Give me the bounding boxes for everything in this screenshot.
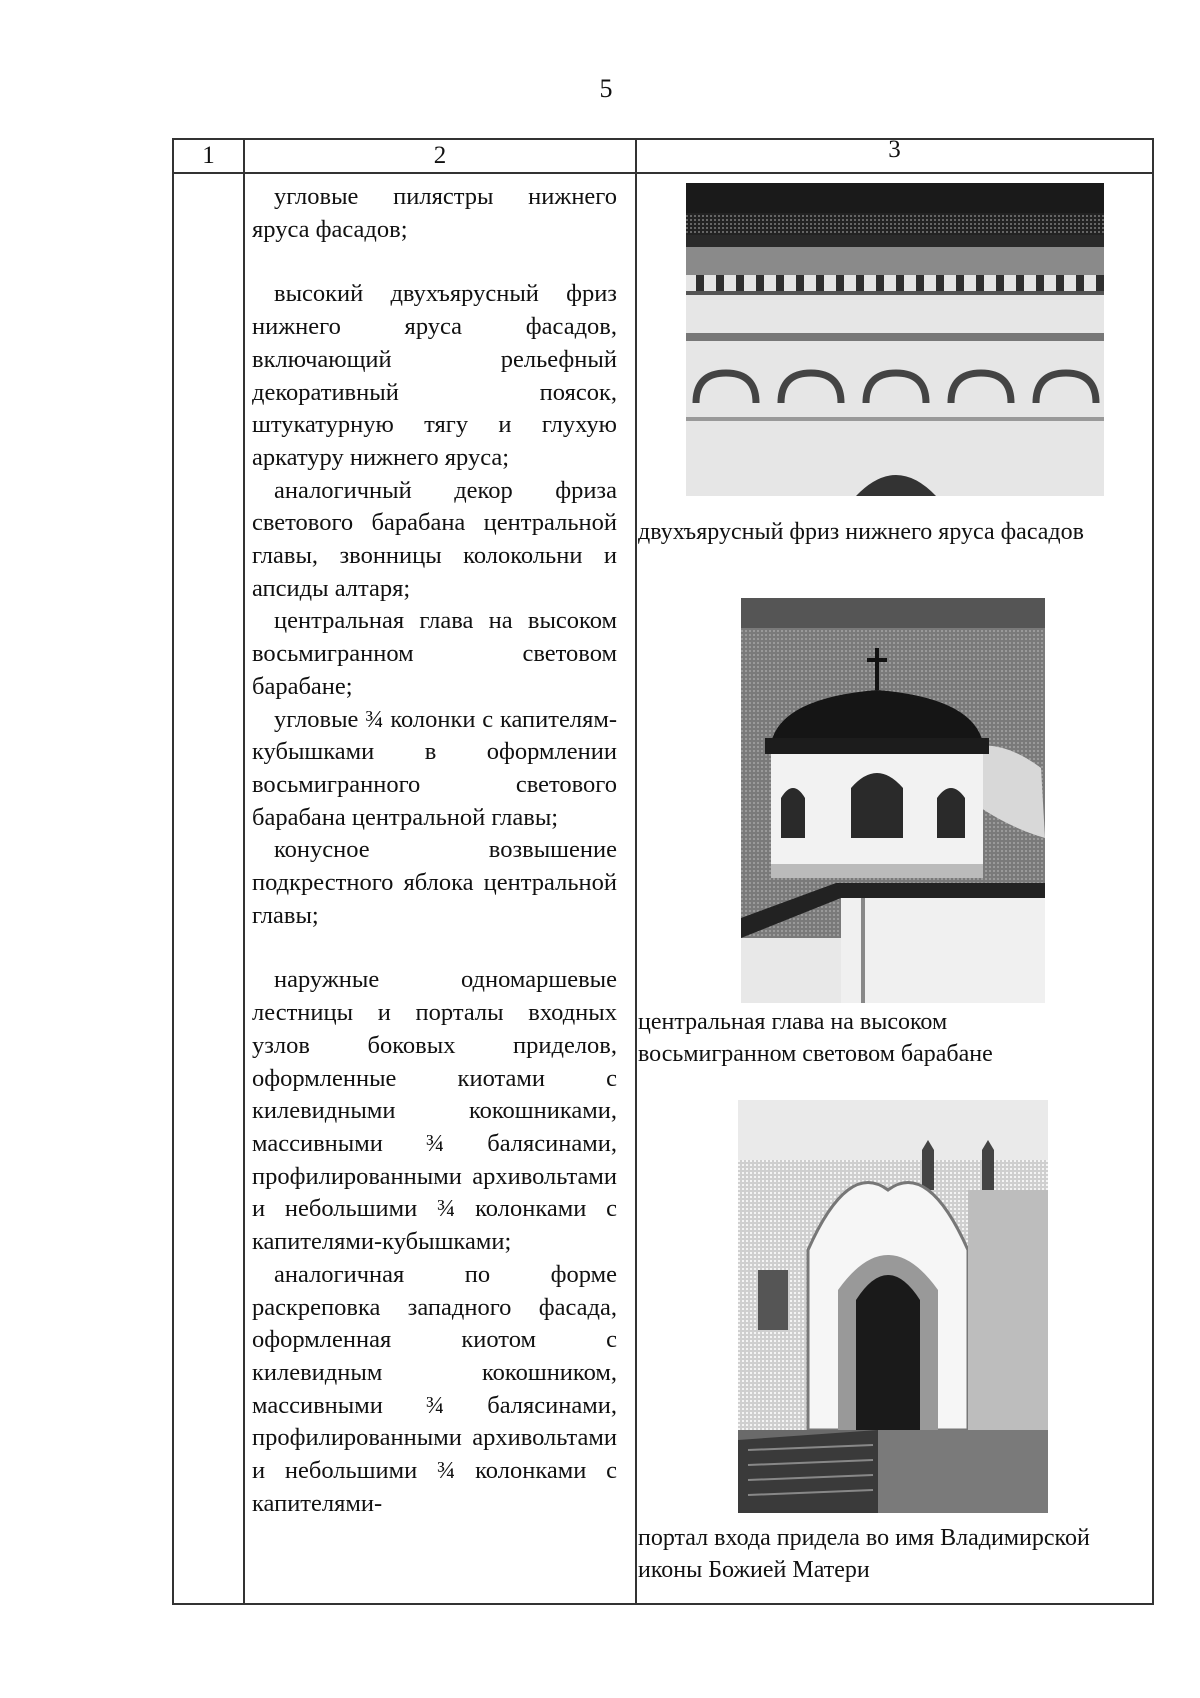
feature-paragraph: угловые ¾ колонки с капителям-кубышками в оформлении восьмигранного светового барабана центральной главы; — [252, 705, 617, 831]
feature-paragraph: высокий двухъярусный фриз нижнего яруса фасадов, включающий рельефный декоративный поясок, штукатурную тягу и глухую аркатуру нижнего яруса; — [252, 280, 617, 471]
description-text — [252, 181, 617, 1520]
header-col-1: 1 — [202, 142, 215, 169]
table-bottom-border — [172, 1603, 1154, 1605]
dome-photo — [741, 598, 1045, 1003]
table-col-divider-2 — [635, 138, 637, 1605]
feature-paragraph: аналогичный декор фриза светового барабана центральной главы, звонницы колокольни и апсиды алтаря; — [252, 476, 617, 602]
page-number: 5 — [599, 74, 613, 103]
portal-photo — [738, 1100, 1048, 1513]
header-col-3: 3 — [888, 136, 901, 163]
photo-caption: центральная глава на высоком восьмигранном световом барабане — [638, 1009, 993, 1067]
photo-caption: портал входа придела во имя Владимирской иконы Божией Матери — [638, 1525, 1090, 1583]
frieze-photo — [686, 183, 1104, 496]
feature-paragraph: наружные одномаршевые лестницы и порталы входных узлов боковых приделов, оформленные киотами с килевидными кокошниками, массивными ¾ балясинами, профилированными архивольтами и небольшими ¾ колонками с капителями-кубышками; — [252, 966, 617, 1256]
feature-paragraph: центральная глава на высоком восьмигранном световом барабане; — [252, 607, 617, 700]
feature-paragraph: угловые пилястры нижнего яруса фасадов; — [252, 183, 617, 243]
feature-paragraph: аналогичная по форме раскреповка западного фасада, оформленная киотом с килевидным кокошником, массивными ¾ балясинами, профилированными архивольтами и небольшими ¾ колонками с капителями- — [252, 1260, 617, 1517]
table-col-divider-1 — [243, 138, 245, 1605]
feature-paragraph: конусное возвышение подкрестного яблока центральной главы; — [252, 836, 617, 929]
table-right-border — [1152, 138, 1154, 1605]
table-header-divider — [172, 172, 1154, 174]
header-col-2: 2 — [433, 142, 447, 169]
photo-caption: двухъярусный фриз нижнего яруса фасадов — [638, 519, 1084, 545]
table-left-border — [172, 138, 174, 1605]
